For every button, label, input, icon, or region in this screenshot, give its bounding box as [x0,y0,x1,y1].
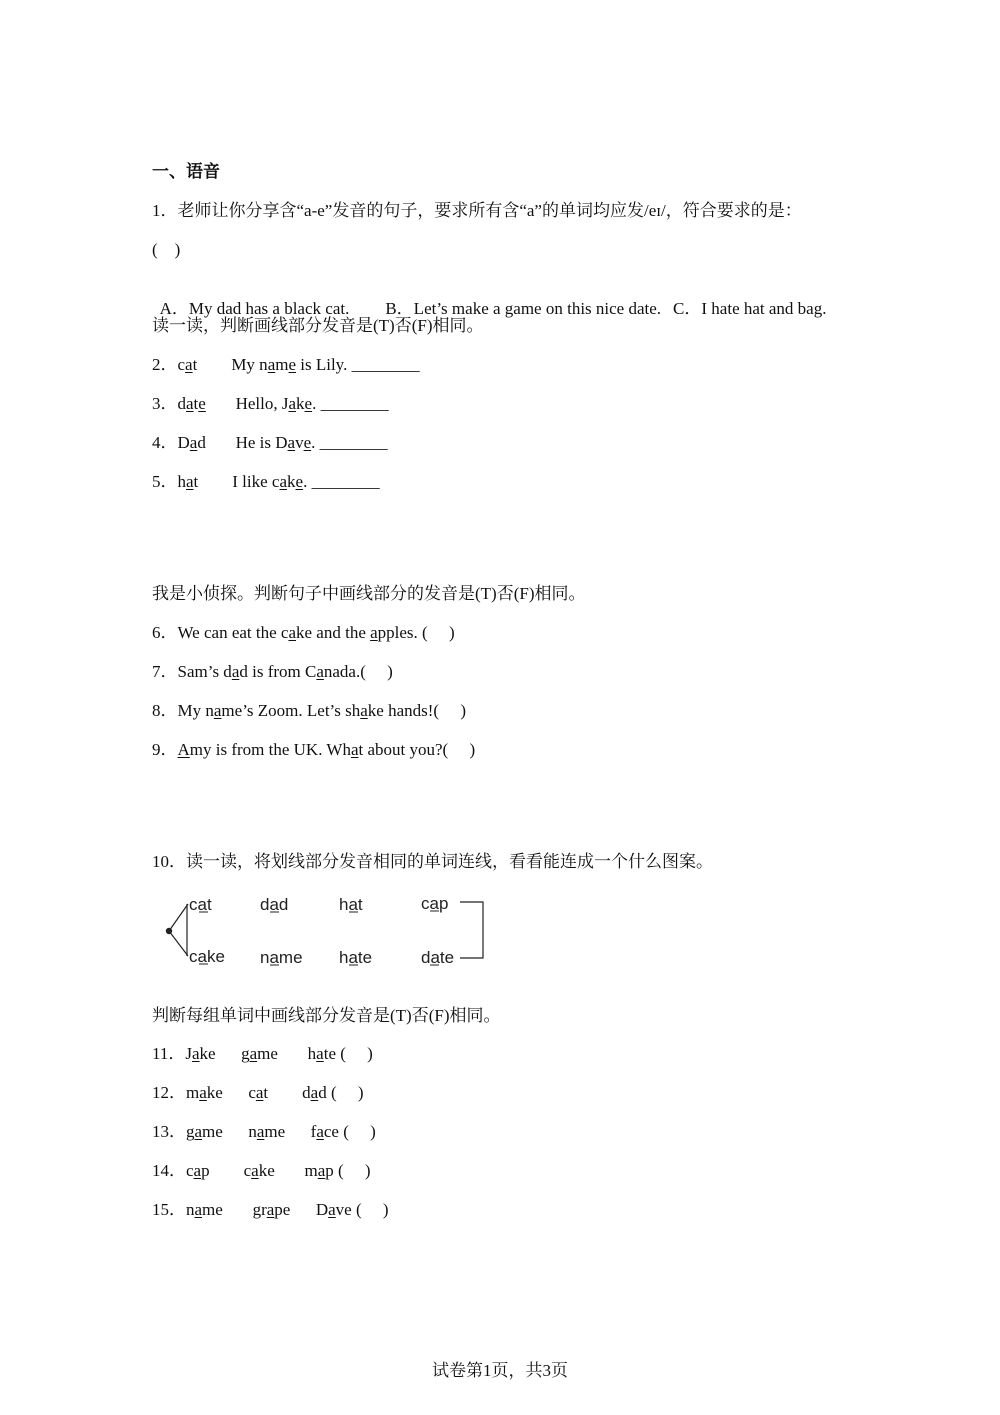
underlined-letter: a [194,1122,203,1141]
top-word-cap: cap [421,894,449,913]
text-segment: . ________ [312,394,389,413]
underlined-letter: a [328,1200,336,1219]
question-7 [152,661,393,683]
text-segment: me f [264,1122,317,1141]
option-a: A．My dad has a black cat. [159,299,350,318]
text-segment: . ________ [303,472,380,491]
question-12 [152,1082,364,1104]
text-segment: p c [201,1161,252,1180]
instruction-group: 判断每组单词中画线部分发音是(T)否(F)相同。 [152,1006,501,1025]
text-segment: 15．n [152,1200,195,1219]
text-segment: ce ( ) [323,1122,376,1141]
text-segment: ke c [206,1083,256,1102]
text-segment: d ( ) [318,1083,364,1102]
underlined-letter: a [360,701,368,720]
text-segment: 3．d [152,394,186,413]
question-11 [152,1043,373,1065]
section-title: 一、语音 [152,162,220,181]
underlined-letter: e [198,394,206,413]
underlined-letter: e [295,472,304,491]
text-segment: p ( ) [325,1161,371,1180]
text-segment: m [275,355,289,374]
underlined-letter: A [177,740,190,759]
question-14 [152,1160,371,1182]
text-segment: 4．D [152,433,190,452]
question-15 [152,1199,389,1221]
underlined-letter: a [267,355,276,374]
bottom-word-hate: hate [339,948,373,967]
text-segment: pples. ( ) [377,623,455,642]
instruction-read: 读一读，判断画线部分发音是(T)否(F)相同。 [152,316,484,335]
underlined-letter: a [213,701,222,720]
underlined-letter: a [288,394,297,413]
question-6 [152,622,455,644]
text-segment: te ( ) [323,1044,373,1063]
text-segment: t about you?( ) [358,740,476,759]
text-segment: 6．We can eat the c [152,623,289,642]
text-segment: my is from the UK. Wh [189,740,351,759]
question-13 [152,1121,376,1143]
text-segment: me h [257,1044,317,1063]
text-segment: t My n [192,355,268,374]
underlined-letter: a [185,355,193,374]
underlined-letter: a [249,1044,258,1063]
text-segment: v [295,433,304,452]
underlined-letter: a [266,1200,275,1219]
text-segment: k [296,394,305,413]
top-word-dad: dad [260,895,289,914]
question-3 [152,393,389,415]
underlined-letter: a [279,472,288,491]
text-segment: 5．h [152,472,186,491]
text-segment: ke hands!( ) [367,701,466,720]
text-segment: me gr [202,1200,267,1219]
question-5 [152,471,380,493]
underlined-letter: a [316,662,324,681]
underlined-letter: a [231,662,240,681]
underlined-letter: a [251,1161,259,1180]
text-segment: 2．c [152,355,186,374]
underlined-letter: a [287,433,296,452]
text-segment: pe D [274,1200,329,1219]
underlined-letter: a [316,1122,324,1141]
underlined-letter: a [189,433,198,452]
underlined-letter: e [288,355,297,374]
text-segment: me’s Zoom. Let’s sh [221,701,361,720]
underlined-letter: a [199,1083,207,1102]
underlined-letter: e [304,394,313,413]
underlined-letter: a [370,623,378,642]
text-segment: d He is D [197,433,288,452]
text-segment: 13．g [152,1122,195,1141]
text-segment: t [193,394,199,413]
text-segment: d is from C [239,662,317,681]
bottom-word-name: name [260,948,303,967]
text-segment: me n [202,1122,257,1141]
option-b: B．Let’s make a game on this nice date. [385,299,662,318]
text-segment: nada.( ) [323,662,393,681]
question-1-options [152,276,826,320]
question-10-stem: 10．读一读，将划线部分发音相同的单词连线，看看能连成一个什么图案。 [152,852,713,871]
text-segment: 9． [152,740,178,759]
instruction-detective: 我是小侦探。判断句子中画线部分的发音是(T)否(F)相同。 [152,584,586,603]
underlined-letter: a [288,623,296,642]
underlined-letter: a [317,1161,326,1180]
underlined-letter: a [186,394,194,413]
underlined-letter: a [255,1083,264,1102]
text-segment: ke g [199,1044,250,1063]
underlined-letter: a [256,1122,265,1141]
text-segment: ke and the [296,623,371,642]
text-segment: t d [263,1083,311,1102]
underlined-letter: a [316,1044,324,1063]
question-2 [152,354,420,376]
underlined-letter: a [192,1044,200,1063]
question-1-answer-paren: ( ) [152,240,181,259]
top-word-cat: cat [189,895,212,914]
text-segment: t I like c [193,472,280,491]
question-4 [152,432,388,454]
top-word-hat: hat [339,895,363,914]
underlined-letter: a [193,1161,202,1180]
text-segment: ve ( ) [335,1200,389,1219]
question-9 [152,739,475,761]
underlined-letter: e [303,433,312,452]
page-footer: 试卷第1页，共3页 [432,1361,568,1380]
text-segment: 8．My n [152,701,214,720]
text-segment: 7．Sam’s d [152,662,232,681]
text-segment: 11．J [152,1044,192,1063]
question-1-stem: 1．老师让你分享含“a-e”发音的句子，要求所有含“a”的单词均应发/eɪ/，符合要求的是： [152,201,802,220]
underlined-letter: a [194,1200,203,1219]
underlined-letter: a [350,740,359,759]
text-segment: 12．m [152,1083,200,1102]
connection-dot [166,928,172,934]
text-segment: is Lily. ________ [296,355,420,374]
word-matching-diagram [160,890,500,972]
bottom-word-date: date [421,948,455,967]
bottom-word-cake: cake [189,947,225,966]
text-segment: ke m [258,1161,318,1180]
text-segment: . ________ [311,433,388,452]
question-8 [152,700,466,722]
text-segment: k [287,472,296,491]
option-c: C．I hate hat and bag. [673,299,827,318]
text-segment: Hello, J [205,394,289,413]
underlined-letter: a [310,1083,319,1102]
underlined-letter: a [186,472,194,491]
text-segment: 14．c [152,1161,194,1180]
